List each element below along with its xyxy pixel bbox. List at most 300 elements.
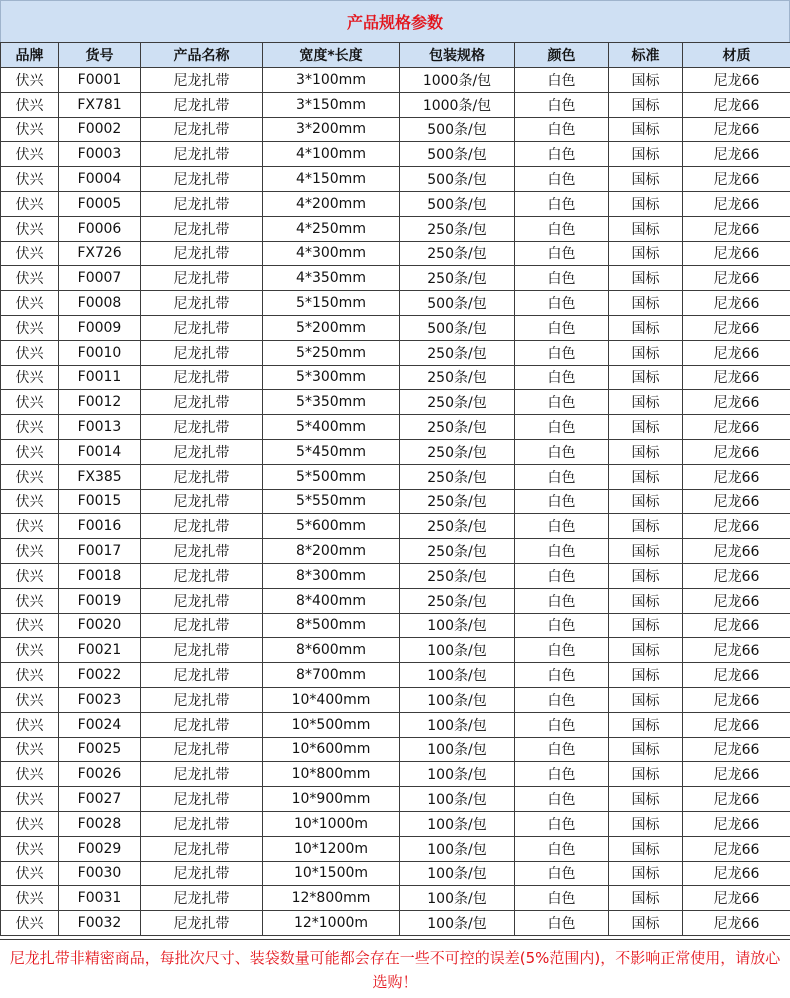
- cell-material: 尼龙66: [683, 836, 790, 861]
- table-row: [1, 762, 790, 787]
- header-product-name: 产品名称: [141, 43, 263, 68]
- cell-standard: 国标: [609, 613, 683, 638]
- table-row: [1, 142, 790, 167]
- cell-item-no: F0025: [59, 737, 141, 762]
- cell-standard: 国标: [609, 861, 683, 886]
- cell-product-name: 尼龙扎带: [141, 340, 263, 365]
- cell-material: 尼龙66: [683, 340, 790, 365]
- cell-product-name: 尼龙扎带: [141, 439, 263, 464]
- cell-material: 尼龙66: [683, 762, 790, 787]
- cell-material: 尼龙66: [683, 216, 790, 241]
- cell-product-name: 尼龙扎带: [141, 167, 263, 192]
- cell-product-name: 尼龙扎带: [141, 638, 263, 663]
- cell-material: 尼龙66: [683, 514, 790, 539]
- cell-item-no: F0013: [59, 415, 141, 440]
- cell-item-no: F0030: [59, 861, 141, 886]
- cell-packaging: 250条/包: [400, 588, 515, 613]
- cell-item-no: F0012: [59, 390, 141, 415]
- cell-standard: 国标: [609, 836, 683, 861]
- cell-standard: 国标: [609, 142, 683, 167]
- cell-product-name: 尼龙扎带: [141, 216, 263, 241]
- table-row: [1, 266, 790, 291]
- cell-product-name: 尼龙扎带: [141, 563, 263, 588]
- cell-material: 尼龙66: [683, 811, 790, 836]
- cell-material: 尼龙66: [683, 787, 790, 812]
- cell-product-name: 尼龙扎带: [141, 911, 263, 936]
- cell-brand: 伏兴: [1, 514, 59, 539]
- cell-color: 白色: [515, 886, 609, 911]
- cell-color: 白色: [515, 216, 609, 241]
- cell-color: 白色: [515, 712, 609, 737]
- cell-material: 尼龙66: [683, 167, 790, 192]
- cell-standard: 国标: [609, 191, 683, 216]
- table-row: [1, 68, 790, 93]
- table-row: [1, 613, 790, 638]
- cell-material: 尼龙66: [683, 861, 790, 886]
- cell-brand: 伏兴: [1, 390, 59, 415]
- cell-size: 3*200mm: [263, 117, 400, 142]
- cell-standard: 国标: [609, 886, 683, 911]
- header-standard: 标准: [609, 43, 683, 68]
- cell-brand: 伏兴: [1, 167, 59, 192]
- cell-color: 白色: [515, 811, 609, 836]
- cell-brand: 伏兴: [1, 68, 59, 93]
- table-row: [1, 365, 790, 390]
- cell-item-no: F0016: [59, 514, 141, 539]
- cell-packaging: 500条/包: [400, 142, 515, 167]
- table-row: [1, 712, 790, 737]
- cell-brand: 伏兴: [1, 638, 59, 663]
- cell-standard: 国标: [609, 266, 683, 291]
- cell-standard: 国标: [609, 464, 683, 489]
- cell-color: 白色: [515, 737, 609, 762]
- cell-brand: 伏兴: [1, 613, 59, 638]
- cell-standard: 国标: [609, 737, 683, 762]
- cell-size: 4*250mm: [263, 216, 400, 241]
- cell-size: 8*200mm: [263, 539, 400, 564]
- cell-product-name: 尼龙扎带: [141, 390, 263, 415]
- cell-packaging: 250条/包: [400, 216, 515, 241]
- cell-color: 白色: [515, 861, 609, 886]
- cell-material: 尼龙66: [683, 92, 790, 117]
- cell-brand: 伏兴: [1, 315, 59, 340]
- cell-product-name: 尼龙扎带: [141, 861, 263, 886]
- cell-material: 尼龙66: [683, 712, 790, 737]
- cell-material: 尼龙66: [683, 68, 790, 93]
- cell-packaging: 250条/包: [400, 514, 515, 539]
- cell-material: 尼龙66: [683, 390, 790, 415]
- cell-product-name: 尼龙扎带: [141, 117, 263, 142]
- cell-brand: 伏兴: [1, 811, 59, 836]
- cell-color: 白色: [515, 687, 609, 712]
- cell-product-name: 尼龙扎带: [141, 687, 263, 712]
- cell-material: 尼龙66: [683, 142, 790, 167]
- cell-brand: 伏兴: [1, 142, 59, 167]
- cell-size: 5*200mm: [263, 315, 400, 340]
- cell-size: 10*500mm: [263, 712, 400, 737]
- cell-brand: 伏兴: [1, 787, 59, 812]
- cell-standard: 国标: [609, 439, 683, 464]
- table-row: [1, 787, 790, 812]
- cell-standard: 国标: [609, 638, 683, 663]
- cell-packaging: 250条/包: [400, 340, 515, 365]
- cell-standard: 国标: [609, 365, 683, 390]
- cell-material: 尼龙66: [683, 886, 790, 911]
- cell-size: 12*1000m: [263, 911, 400, 936]
- cell-packaging: 100条/包: [400, 638, 515, 663]
- cell-item-no: FX385: [59, 464, 141, 489]
- cell-brand: 伏兴: [1, 117, 59, 142]
- cell-standard: 国标: [609, 390, 683, 415]
- cell-brand: 伏兴: [1, 588, 59, 613]
- cell-size: 8*600mm: [263, 638, 400, 663]
- cell-color: 白色: [515, 613, 609, 638]
- cell-brand: 伏兴: [1, 861, 59, 886]
- cell-color: 白色: [515, 836, 609, 861]
- cell-size: 12*800mm: [263, 886, 400, 911]
- cell-packaging: 100条/包: [400, 861, 515, 886]
- cell-item-no: FX781: [59, 92, 141, 117]
- cell-product-name: 尼龙扎带: [141, 489, 263, 514]
- header-item-no: 货号: [59, 43, 141, 68]
- cell-material: 尼龙66: [683, 687, 790, 712]
- table-row: [1, 167, 790, 192]
- cell-material: 尼龙66: [683, 241, 790, 266]
- cell-item-no: F0004: [59, 167, 141, 192]
- cell-standard: 国标: [609, 588, 683, 613]
- table-row: [1, 216, 790, 241]
- cell-product-name: 尼龙扎带: [141, 836, 263, 861]
- cell-color: 白色: [515, 464, 609, 489]
- cell-standard: 国标: [609, 514, 683, 539]
- cell-product-name: 尼龙扎带: [141, 68, 263, 93]
- cell-packaging: 100条/包: [400, 712, 515, 737]
- cell-item-no: F0003: [59, 142, 141, 167]
- cell-size: 3*150mm: [263, 92, 400, 117]
- cell-standard: 国标: [609, 68, 683, 93]
- cell-item-no: F0010: [59, 340, 141, 365]
- cell-standard: 国标: [609, 687, 683, 712]
- cell-product-name: 尼龙扎带: [141, 514, 263, 539]
- table-row: [1, 415, 790, 440]
- cell-material: 尼龙66: [683, 315, 790, 340]
- cell-product-name: 尼龙扎带: [141, 539, 263, 564]
- cell-size: 10*1500m: [263, 861, 400, 886]
- cell-product-name: 尼龙扎带: [141, 241, 263, 266]
- cell-color: 白色: [515, 117, 609, 142]
- cell-item-no: F0015: [59, 489, 141, 514]
- cell-size: 10*1000m: [263, 811, 400, 836]
- cell-color: 白色: [515, 911, 609, 936]
- cell-packaging: 100条/包: [400, 663, 515, 688]
- table-title: 产品规格参数: [0, 0, 790, 43]
- cell-color: 白色: [515, 340, 609, 365]
- header-color: 颜色: [515, 43, 609, 68]
- cell-item-no: F0032: [59, 911, 141, 936]
- cell-product-name: 尼龙扎带: [141, 588, 263, 613]
- cell-brand: 伏兴: [1, 291, 59, 316]
- cell-standard: 国标: [609, 415, 683, 440]
- cell-material: 尼龙66: [683, 638, 790, 663]
- cell-standard: 国标: [609, 811, 683, 836]
- cell-color: 白色: [515, 68, 609, 93]
- table-row: [1, 489, 790, 514]
- cell-brand: 伏兴: [1, 663, 59, 688]
- table-row: [1, 687, 790, 712]
- cell-material: 尼龙66: [683, 117, 790, 142]
- cell-material: 尼龙66: [683, 365, 790, 390]
- cell-item-no: F0017: [59, 539, 141, 564]
- cell-brand: 伏兴: [1, 539, 59, 564]
- cell-item-no: F0009: [59, 315, 141, 340]
- cell-product-name: 尼龙扎带: [141, 365, 263, 390]
- cell-brand: 伏兴: [1, 415, 59, 440]
- cell-size: 3*100mm: [263, 68, 400, 93]
- cell-material: 尼龙66: [683, 613, 790, 638]
- cell-color: 白色: [515, 638, 609, 663]
- cell-product-name: 尼龙扎带: [141, 886, 263, 911]
- cell-packaging: 100条/包: [400, 787, 515, 812]
- cell-packaging: 100条/包: [400, 836, 515, 861]
- cell-packaging: 100条/包: [400, 687, 515, 712]
- cell-product-name: 尼龙扎带: [141, 663, 263, 688]
- cell-brand: 伏兴: [1, 464, 59, 489]
- cell-color: 白色: [515, 439, 609, 464]
- table-row: [1, 811, 790, 836]
- table-body: [1, 68, 790, 936]
- cell-size: 5*150mm: [263, 291, 400, 316]
- cell-packaging: 250条/包: [400, 489, 515, 514]
- cell-product-name: 尼龙扎带: [141, 191, 263, 216]
- disclaimer-note: 尼龙扎带非精密商品，每批次尺寸、装袋数量可能都会存在一些不可控的误差(5%范围内)，不影响正常使用，请放心选购！: [0, 939, 790, 998]
- cell-item-no: F0019: [59, 588, 141, 613]
- cell-size: 8*400mm: [263, 588, 400, 613]
- table-row: [1, 92, 790, 117]
- table-row: [1, 241, 790, 266]
- cell-packaging: 250条/包: [400, 415, 515, 440]
- cell-standard: 国标: [609, 340, 683, 365]
- cell-brand: 伏兴: [1, 687, 59, 712]
- cell-brand: 伏兴: [1, 216, 59, 241]
- cell-standard: 国标: [609, 489, 683, 514]
- table-row: [1, 663, 790, 688]
- cell-item-no: F0005: [59, 191, 141, 216]
- cell-product-name: 尼龙扎带: [141, 762, 263, 787]
- table-row: [1, 464, 790, 489]
- table-row: [1, 737, 790, 762]
- cell-color: 白色: [515, 762, 609, 787]
- cell-brand: 伏兴: [1, 762, 59, 787]
- cell-size: 5*400mm: [263, 415, 400, 440]
- cell-brand: 伏兴: [1, 365, 59, 390]
- cell-brand: 伏兴: [1, 712, 59, 737]
- cell-material: 尼龙66: [683, 291, 790, 316]
- cell-product-name: 尼龙扎带: [141, 315, 263, 340]
- table-row: [1, 861, 790, 886]
- cell-product-name: 尼龙扎带: [141, 712, 263, 737]
- cell-material: 尼龙66: [683, 737, 790, 762]
- cell-packaging: 250条/包: [400, 241, 515, 266]
- cell-packaging: 250条/包: [400, 365, 515, 390]
- cell-standard: 国标: [609, 216, 683, 241]
- cell-color: 白色: [515, 167, 609, 192]
- cell-standard: 国标: [609, 911, 683, 936]
- table-row: [1, 539, 790, 564]
- cell-brand: 伏兴: [1, 489, 59, 514]
- table-row: [1, 315, 790, 340]
- cell-item-no: F0031: [59, 886, 141, 911]
- cell-item-no: FX726: [59, 241, 141, 266]
- cell-size: 10*400mm: [263, 687, 400, 712]
- cell-material: 尼龙66: [683, 415, 790, 440]
- cell-packaging: 100条/包: [400, 737, 515, 762]
- cell-item-no: F0020: [59, 613, 141, 638]
- cell-material: 尼龙66: [683, 489, 790, 514]
- cell-color: 白色: [515, 588, 609, 613]
- table-row: [1, 588, 790, 613]
- cell-packaging: 100条/包: [400, 886, 515, 911]
- cell-color: 白色: [515, 365, 609, 390]
- cell-size: 5*300mm: [263, 365, 400, 390]
- table-row: [1, 638, 790, 663]
- cell-material: 尼龙66: [683, 266, 790, 291]
- cell-color: 白色: [515, 142, 609, 167]
- cell-item-no: F0023: [59, 687, 141, 712]
- cell-standard: 国标: [609, 92, 683, 117]
- header-brand: 品牌: [1, 43, 59, 68]
- cell-product-name: 尼龙扎带: [141, 613, 263, 638]
- cell-size: 5*450mm: [263, 439, 400, 464]
- cell-product-name: 尼龙扎带: [141, 92, 263, 117]
- cell-item-no: F0028: [59, 811, 141, 836]
- cell-item-no: F0018: [59, 563, 141, 588]
- cell-item-no: F0027: [59, 787, 141, 812]
- cell-brand: 伏兴: [1, 191, 59, 216]
- cell-color: 白色: [515, 266, 609, 291]
- cell-packaging: 1000条/包: [400, 68, 515, 93]
- cell-material: 尼龙66: [683, 439, 790, 464]
- header-row: [1, 43, 790, 68]
- table-row: [1, 117, 790, 142]
- cell-material: 尼龙66: [683, 464, 790, 489]
- cell-item-no: F0002: [59, 117, 141, 142]
- cell-color: 白色: [515, 390, 609, 415]
- cell-standard: 国标: [609, 167, 683, 192]
- cell-packaging: 250条/包: [400, 563, 515, 588]
- cell-brand: 伏兴: [1, 266, 59, 291]
- cell-standard: 国标: [609, 539, 683, 564]
- cell-size: 5*600mm: [263, 514, 400, 539]
- table-row: [1, 291, 790, 316]
- cell-standard: 国标: [609, 787, 683, 812]
- cell-item-no: F0008: [59, 291, 141, 316]
- cell-material: 尼龙66: [683, 911, 790, 936]
- cell-color: 白色: [515, 489, 609, 514]
- cell-item-no: F0022: [59, 663, 141, 688]
- cell-size: 10*900mm: [263, 787, 400, 812]
- cell-material: 尼龙66: [683, 588, 790, 613]
- cell-standard: 国标: [609, 762, 683, 787]
- header-material: 材质: [683, 43, 790, 68]
- table-row: [1, 563, 790, 588]
- cell-material: 尼龙66: [683, 191, 790, 216]
- cell-item-no: F0007: [59, 266, 141, 291]
- table-row: [1, 439, 790, 464]
- cell-brand: 伏兴: [1, 836, 59, 861]
- cell-item-no: F0026: [59, 762, 141, 787]
- cell-size: 5*550mm: [263, 489, 400, 514]
- cell-material: 尼龙66: [683, 539, 790, 564]
- cell-standard: 国标: [609, 117, 683, 142]
- cell-size: 4*200mm: [263, 191, 400, 216]
- header-packaging: 包装规格: [400, 43, 515, 68]
- cell-item-no: F0011: [59, 365, 141, 390]
- cell-color: 白色: [515, 787, 609, 812]
- cell-packaging: 250条/包: [400, 464, 515, 489]
- cell-brand: 伏兴: [1, 563, 59, 588]
- cell-brand: 伏兴: [1, 439, 59, 464]
- cell-color: 白色: [515, 539, 609, 564]
- cell-color: 白色: [515, 191, 609, 216]
- cell-packaging: 100条/包: [400, 613, 515, 638]
- cell-size: 4*150mm: [263, 167, 400, 192]
- cell-color: 白色: [515, 241, 609, 266]
- table-row: [1, 340, 790, 365]
- cell-brand: 伏兴: [1, 911, 59, 936]
- cell-packaging: 500条/包: [400, 167, 515, 192]
- spec-table: [0, 42, 790, 936]
- cell-size: 8*500mm: [263, 613, 400, 638]
- cell-size: 8*700mm: [263, 663, 400, 688]
- cell-color: 白色: [515, 415, 609, 440]
- cell-material: 尼龙66: [683, 563, 790, 588]
- table-row: [1, 514, 790, 539]
- cell-size: 5*350mm: [263, 390, 400, 415]
- cell-standard: 国标: [609, 315, 683, 340]
- cell-packaging: 500条/包: [400, 117, 515, 142]
- cell-size: 10*1200m: [263, 836, 400, 861]
- cell-packaging: 100条/包: [400, 762, 515, 787]
- cell-packaging: 250条/包: [400, 539, 515, 564]
- cell-item-no: F0024: [59, 712, 141, 737]
- table-row: [1, 390, 790, 415]
- cell-product-name: 尼龙扎带: [141, 266, 263, 291]
- header-size: 宽度*长度: [263, 43, 400, 68]
- cell-standard: 国标: [609, 563, 683, 588]
- cell-product-name: 尼龙扎带: [141, 811, 263, 836]
- cell-product-name: 尼龙扎带: [141, 737, 263, 762]
- cell-color: 白色: [515, 92, 609, 117]
- cell-size: 4*350mm: [263, 266, 400, 291]
- cell-packaging: 500条/包: [400, 315, 515, 340]
- cell-packaging: 250条/包: [400, 266, 515, 291]
- cell-color: 白色: [515, 291, 609, 316]
- cell-item-no: F0029: [59, 836, 141, 861]
- cell-item-no: F0001: [59, 68, 141, 93]
- cell-packaging: 1000条/包: [400, 92, 515, 117]
- cell-size: 4*100mm: [263, 142, 400, 167]
- cell-size: 10*800mm: [263, 762, 400, 787]
- cell-packaging: 500条/包: [400, 291, 515, 316]
- cell-color: 白色: [515, 663, 609, 688]
- cell-packaging: 100条/包: [400, 811, 515, 836]
- cell-product-name: 尼龙扎带: [141, 415, 263, 440]
- cell-product-name: 尼龙扎带: [141, 142, 263, 167]
- cell-brand: 伏兴: [1, 340, 59, 365]
- cell-product-name: 尼龙扎带: [141, 291, 263, 316]
- cell-color: 白色: [515, 315, 609, 340]
- cell-brand: 伏兴: [1, 886, 59, 911]
